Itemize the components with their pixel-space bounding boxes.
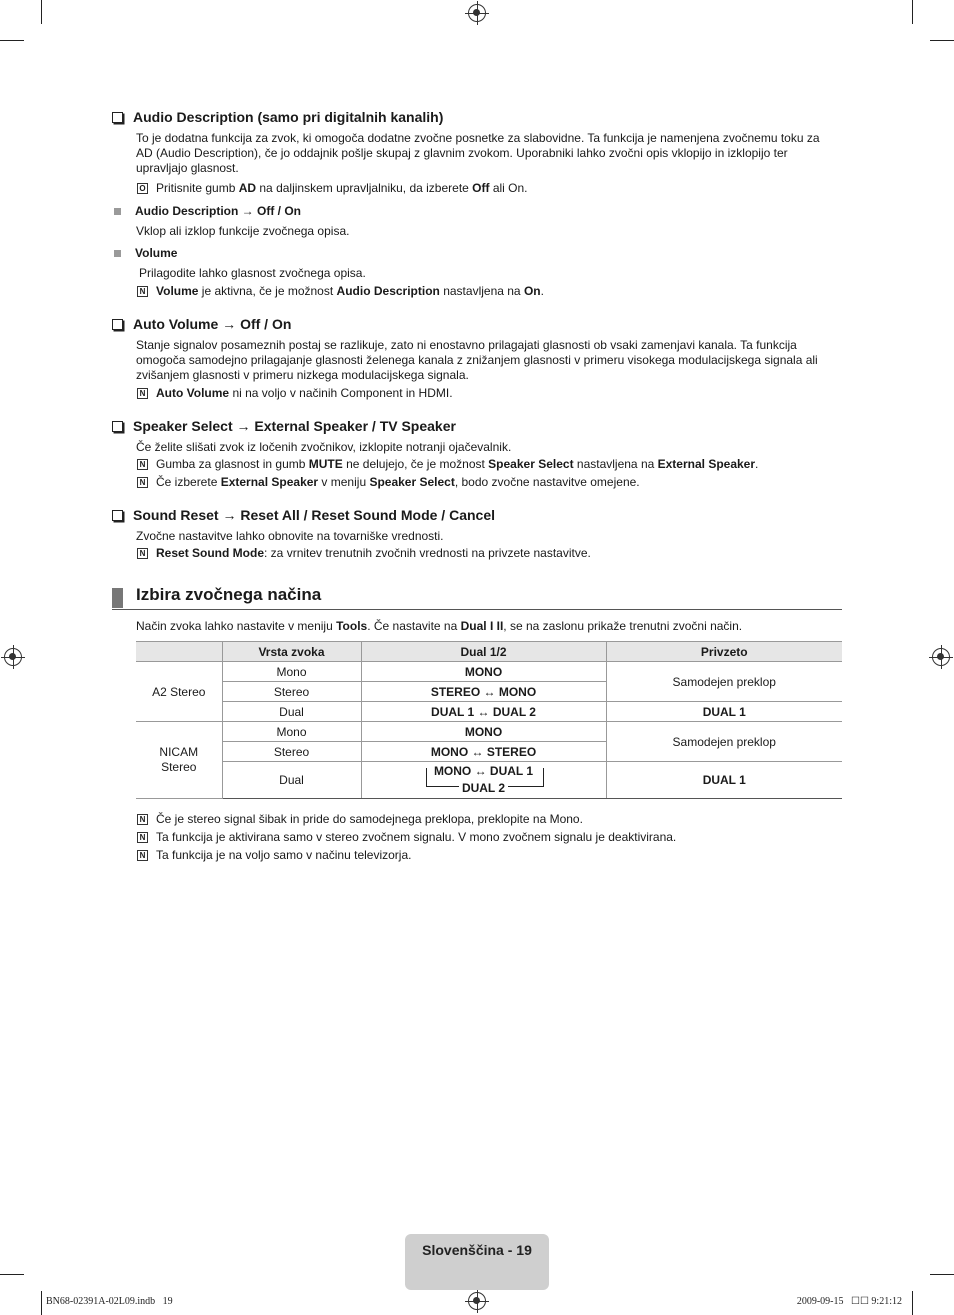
crop-mark [41, 1291, 42, 1315]
note-text: Gumba za glasnost in gumb MUTE ne delujejo, če je možnost Speaker Select nastavljena na External Speaker. [156, 457, 759, 471]
section-body: Če želite slišati zvok iz ločenih zvočnikov, izklopite notranji ojačevalnik. [136, 440, 512, 454]
registration-mark-icon [932, 648, 950, 666]
note-speaker-external [137, 475, 640, 490]
crop-mark [41, 0, 42, 24]
default-value: Samodejen preklop [606, 722, 842, 762]
note-icon: N [137, 832, 148, 843]
note-text: Volume je aktivna, če je možnost Audio Description nastavljena na On. [156, 284, 544, 298]
note-final [137, 812, 583, 827]
subsection-title: Volume [135, 246, 178, 260]
sound-type: Stereo [222, 742, 361, 762]
table-row [136, 722, 842, 742]
subsection-heading-volume [114, 246, 177, 260]
remote-note-icon: O [137, 183, 148, 194]
checkbox-icon [112, 421, 123, 432]
section-title: Speaker Select → External Speaker / TV Speaker [133, 418, 456, 434]
note-text: Če izberete External Speaker v meniju Speaker Select, bodo zvočne nastavitve omejene. [156, 475, 640, 489]
chapter-title: Izbira zvočnega načina [136, 585, 322, 604]
note-text: Pritisnite gumb AD na daljinskem upravljalniku, da izberete Off ali On. [156, 181, 528, 195]
dual-value: MONO [361, 662, 606, 682]
note-icon: N [137, 477, 148, 488]
section-heading-speaker-select [112, 418, 456, 434]
dual-value: MONO [361, 722, 606, 742]
square-bullet-icon [114, 250, 121, 257]
dual-value: MONO ↔ STEREO [361, 742, 606, 762]
square-bullet-icon [114, 208, 121, 215]
note-icon: N [137, 850, 148, 861]
dual-value: STEREO ↔ MONO [361, 682, 606, 702]
note-icon: N [137, 388, 148, 399]
table-header: Dual 1/2 [361, 642, 606, 662]
note-final [137, 848, 411, 863]
crop-mark [0, 40, 24, 41]
note-icon: N [137, 459, 148, 470]
note-ad-button [137, 181, 528, 196]
subsection-title: Audio Description → Off / On [135, 204, 301, 218]
section-body: Zvočne nastavitve lahko obnovite na tovarniške vrednosti. [136, 529, 444, 543]
crop-mark [912, 1291, 913, 1315]
section-title: Sound Reset → Reset All / Reset Sound Mode / Cancel [133, 507, 495, 523]
system-label: A2 Stereo [136, 662, 222, 722]
crop-mark [912, 0, 913, 24]
section-heading-sound-reset [112, 507, 495, 523]
heading-bar [112, 588, 123, 608]
note-icon: N [137, 814, 148, 825]
note-text: Ta funkcija je na voljo samo v načinu televizorja. [156, 848, 412, 862]
section-body: Stanje signalov posameznih postaj se razlikuje, zato ni enostavno prilagajati glasnosti ob vsaki zamenjavi kanala. Ta funkcija omogoča samodejno prilagajanje glasnosti želenega kanala z znižanjem glasnosti v primeru visokega modulacijskega signala ali zvišanjem glasnosti v primeru nizkega modulacijskega signala. [136, 338, 818, 382]
chapter-intro: Način zvoka lahko nastavite v meniju Tools. Če nastavite na Dual I II, se na zaslonu prikaže trenutni zvočni način. [136, 619, 743, 633]
checkbox-icon [112, 319, 123, 330]
note-icon: N [137, 286, 148, 297]
table-header-row [136, 642, 842, 662]
dual-value: DUAL 1 ↔ DUAL 2 [361, 702, 606, 722]
system-label: NICAM Stereo [136, 722, 222, 799]
note-icon: N [137, 548, 148, 559]
section-body: To je dodatna funkcija za zvok, ki omogoča dodatne zvočne posnetke za slabovidne. Ta funkcija je namenjena zvočnemu toku za AD (Audio Description), če jo oddajnik pošlje skupaj z glavnim zvokom. Uporabniki lahko zvočni opis vklopijo in izklopijo ter upravljajo glasnost. [136, 131, 820, 175]
table-row [136, 662, 842, 682]
crop-mark [930, 40, 954, 41]
default-value: Samodejen preklop [606, 662, 842, 702]
table-header [136, 642, 222, 662]
checkbox-icon [112, 510, 123, 521]
section-heading-auto-volume [112, 316, 291, 332]
note-text: Auto Volume ni na voljo v načinih Component in HDMI. [156, 386, 453, 400]
crop-mark [930, 1274, 954, 1275]
section-title: Audio Description (samo pri digitalnih kanalih) [133, 109, 444, 125]
table-row [136, 762, 842, 799]
page-label: Slovenščina - 19 [422, 1242, 532, 1258]
subsection-heading-audio-description [114, 204, 301, 218]
subsection-body: Prilagodite lahko glasnost zvočnega opisa. [139, 266, 366, 280]
default-value: DUAL 1 [606, 762, 842, 799]
dual-value-cycle: MONO ↔ DUAL 1 DUAL 2 [361, 762, 606, 799]
note-text: Če je stereo signal šibak in pride do samodejnega preklopa, preklopite na Mono. [156, 812, 583, 826]
note-text: Reset Sound Mode: za vrnitev trenutnih zvočnih vrednosti na privzete nastavitve. [156, 546, 591, 560]
table-header: Privzeto [606, 642, 842, 662]
sound-type: Mono [222, 722, 361, 742]
print-slug-file: BN68-02391A-02L09.indb 19 [46, 1296, 173, 1307]
note-auto-volume [137, 386, 453, 401]
default-value: DUAL 1 [606, 702, 842, 722]
sound-type: Dual [222, 702, 361, 722]
note-volume [137, 284, 544, 299]
note-text: Ta funkcija je aktivirana samo v stereo zvočnem signalu. V mono zvočnem signalu je deaktivirana. [156, 830, 677, 844]
chapter-heading [112, 585, 842, 610]
note-sound-reset [137, 546, 591, 561]
subsection-body: Vklop ali izklop funkcije zvočnega opisa. [136, 224, 350, 238]
registration-mark-icon [468, 1292, 486, 1310]
sound-type: Stereo [222, 682, 361, 702]
table-header: Vrsta zvoka [222, 642, 361, 662]
section-title: Auto Volume → Off / On [133, 316, 292, 332]
crop-mark [0, 1274, 24, 1275]
table-row [136, 702, 842, 722]
note-final [137, 830, 676, 845]
note-speaker-mute [137, 457, 758, 472]
sound-type: Mono [222, 662, 361, 682]
sound-mode-table [136, 641, 842, 799]
checkbox-icon [112, 112, 123, 123]
sound-type: Dual [222, 762, 361, 799]
registration-mark-icon [468, 4, 486, 22]
print-slug-timestamp: 2009-09-15 ☐☐ 9:21:12 [796, 1296, 902, 1307]
section-heading-audio-description [112, 109, 443, 125]
page-number-tab [405, 1234, 549, 1290]
registration-mark-icon [4, 648, 22, 666]
